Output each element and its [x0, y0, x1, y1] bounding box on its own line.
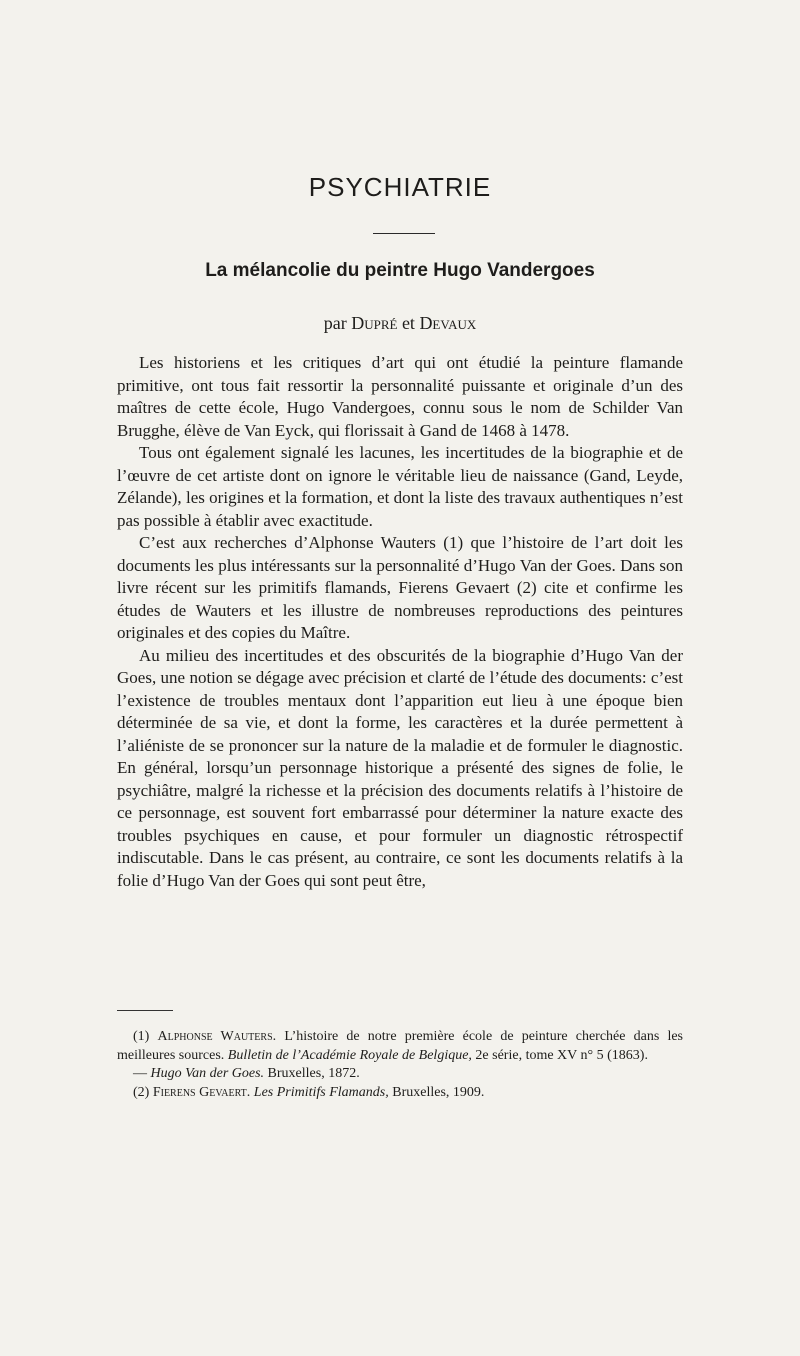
footnote-author: Fierens Gevaert.	[152, 1084, 251, 1100]
article-body	[117, 352, 683, 892]
footnote-marker: (1)	[133, 1029, 150, 1044]
paragraph: Les historiens et les critiques d’art qui ont étudié la peinture flamande primitive, ont tous fait ressortir la personnalité puissante et originale d’un des maîtres de cette école, Hugo Vandergoes, connu sous le nom de Schilder Van Brugghe, élève de Van Eyck, qui florissait à Gand de 1468 à 1478.	[117, 353, 683, 440]
footnote-2	[117, 1084, 683, 1103]
byline-and: et	[401, 313, 415, 333]
footnote-1	[117, 1028, 683, 1065]
author-devaux: Devaux	[419, 313, 477, 333]
byline-prefix: par	[323, 313, 347, 333]
footnote-tail: Bruxelles, 1872.	[267, 1066, 360, 1081]
footnote-tail: 2e série, tome XV n° 5 (1863).	[475, 1047, 648, 1063]
footnote-1b	[117, 1065, 683, 1084]
author-dupre: Dupré	[351, 313, 398, 333]
footnote-author: Alphonse Wauters.	[157, 1029, 277, 1044]
footnote-dash: —	[133, 1066, 147, 1081]
byline	[0, 313, 800, 334]
footnote-rule	[117, 1010, 173, 1011]
title-rule	[373, 233, 435, 234]
footnote-journal: Bulletin de l’Académie Royale de Belgique,	[227, 1047, 472, 1063]
paragraph: Tous ont également signalé les lacunes, les incertitudes de la biographie et de l’œuvre de cet artiste dont on ignore le véritable lieu de naissance (Gand, Leyde, Zélande), les origines et la formation, et dont la liste des travaux authentiques n’est pas possible à établir avec exactitude.	[117, 443, 683, 530]
footnote-marker: (2)	[133, 1084, 150, 1100]
paragraph: Au milieu des incertitudes et des obscurités de la biographie d’Hugo Van der Goes, une notion se dégage avec précision et clarté de l’étude des documents: c’est l’existence de troubles mentaux dont l’apparition eut lieu à une époque bien déterminée de sa vie, et dont la forme, les caractères et la durée permettent à l’aliéniste de se prononcer sur la nature de la maladie et de formuler le diagnostic. En général, lorsqu’un personnage historique a présenté des signes de folie, le psychiâtre, malgré la richesse et la précision des documents relatifs à l’histoire de ce personnage, est souvent fort embarrassé pour déterminer la nature exacte des troubles psychiques en cause, et pour formuler un diagnostic rétrospectif indiscutable. Dans le cas présent, au contraire, ce sont les documents relatifs à la folie d’Hugo Van der Goes qui sont peut être,	[117, 645, 683, 890]
paragraph: C’est aux recherches d’Alphonse Wauters (1) que l’histoire de l’art doit les documents les plus intéressants sur la personnalité d’Hugo Van der Goes. Dans son livre récent sur les primitifs flamands, Fierens Gevaert (2) cite et confirme les études de Wauters et les illustre de nombreuses reproductions des peintures originales et des copies du Maître.	[117, 533, 683, 642]
footnote-title: Les Primitifs Flamands,	[253, 1084, 389, 1100]
footnote-tail: Bruxelles, 1909.	[392, 1084, 485, 1100]
footnotes	[117, 1028, 683, 1102]
article-title: La mélancolie du peintre Hugo Vandergoes	[205, 260, 595, 281]
footnote-text: L’histoire de notre première école de peinture cherchée dans les meilleures sources.	[117, 1029, 684, 1063]
footnote-title: Hugo Van der Goes.	[150, 1066, 265, 1081]
section-title: PSYCHIATRIE	[308, 172, 492, 202]
